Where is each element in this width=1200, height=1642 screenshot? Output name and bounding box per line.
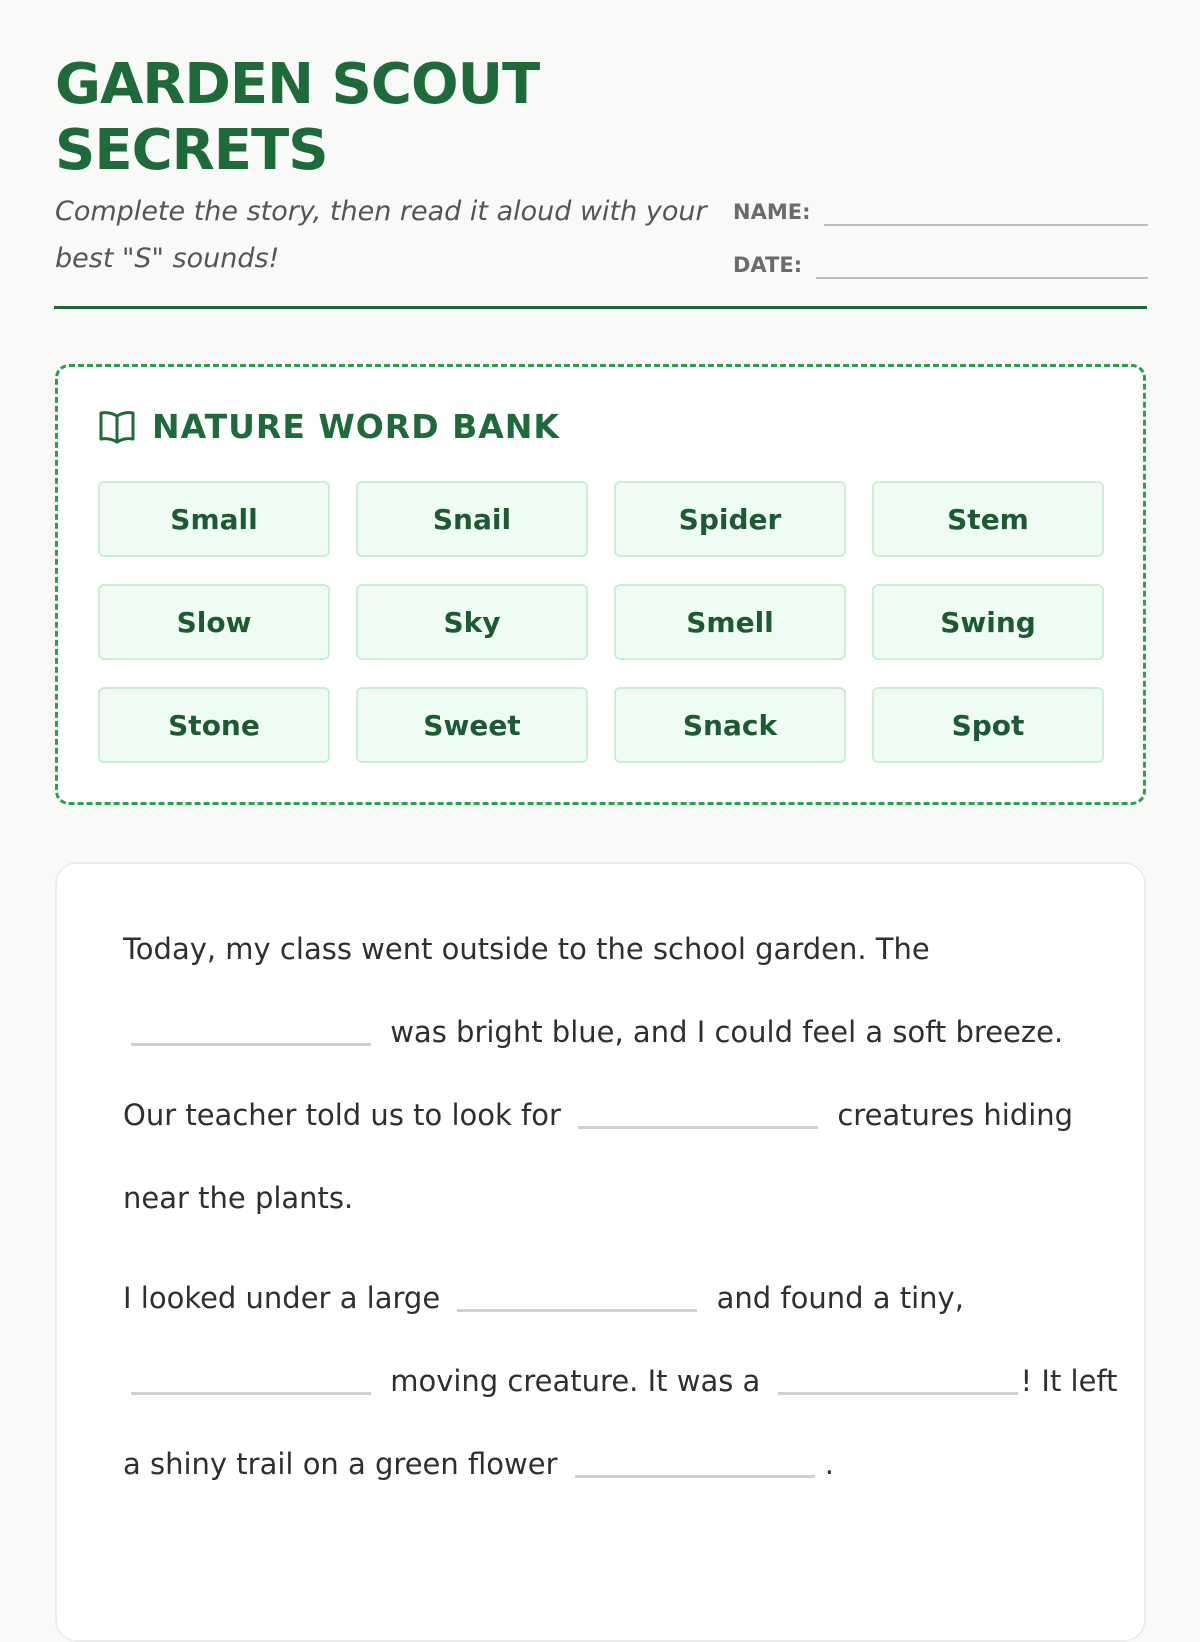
page-subtitle: Complete the story, then read it aloud with your best "S" sounds! xyxy=(55,196,707,274)
name-label: NAME: xyxy=(733,200,811,224)
word-bank-title: NATURE WORD BANK xyxy=(152,407,560,446)
fill-in-blank[interactable] xyxy=(778,1391,1018,1395)
word-bank-header xyxy=(98,407,560,447)
word-chip: Sky xyxy=(356,584,588,660)
fill-in-blank[interactable] xyxy=(131,1042,371,1046)
word-chip: Slow xyxy=(98,584,330,660)
header-divider xyxy=(54,306,1147,309)
word-chip: Swing xyxy=(872,584,1104,660)
story-text: and found a tiny, xyxy=(716,1281,964,1315)
word-chip: Spider xyxy=(614,481,846,557)
word-chip: Spot xyxy=(872,687,1104,763)
page-title: GARDEN SCOUT SECRETS xyxy=(55,52,540,183)
word-chip: Stem xyxy=(872,481,1104,557)
fill-in-blank[interactable] xyxy=(457,1308,697,1312)
word-chip: Smell xyxy=(614,584,846,660)
name-line xyxy=(824,190,1148,226)
story-text: creatures hiding near the plants. xyxy=(123,1098,1074,1215)
word-chip: Snack xyxy=(614,687,846,763)
date-line xyxy=(816,243,1148,279)
word-chip: Snail xyxy=(356,481,588,557)
fill-in-blank[interactable] xyxy=(131,1391,371,1395)
word-chip: Sweet xyxy=(356,687,588,763)
word-chip: Stone xyxy=(98,687,330,763)
word-bank xyxy=(55,364,1146,805)
story-text: . xyxy=(824,1447,834,1481)
story-paragraph xyxy=(123,908,1123,1240)
word-chip: Small xyxy=(98,481,330,557)
story-paragraph xyxy=(123,1257,1123,1506)
date-field xyxy=(733,243,1148,279)
story-text: I looked under a large xyxy=(123,1281,441,1315)
story-text: was bright blue, and I could feel a soft breeze. Our teacher told us to look for xyxy=(123,1015,1064,1132)
word-bank-grid xyxy=(98,481,1104,763)
open-book-icon xyxy=(98,410,136,444)
story-text: moving creature. It was a xyxy=(390,1364,761,1398)
name-field xyxy=(733,190,1148,226)
story-text: Today, my class went outside to the school garden. The xyxy=(123,932,930,966)
date-label: DATE: xyxy=(733,253,803,277)
fill-in-blank[interactable] xyxy=(575,1474,815,1478)
story-text: ! It left a shiny trail on a green flower xyxy=(123,1364,1118,1481)
fill-in-blank[interactable] xyxy=(578,1125,818,1129)
story-card xyxy=(55,862,1146,1642)
